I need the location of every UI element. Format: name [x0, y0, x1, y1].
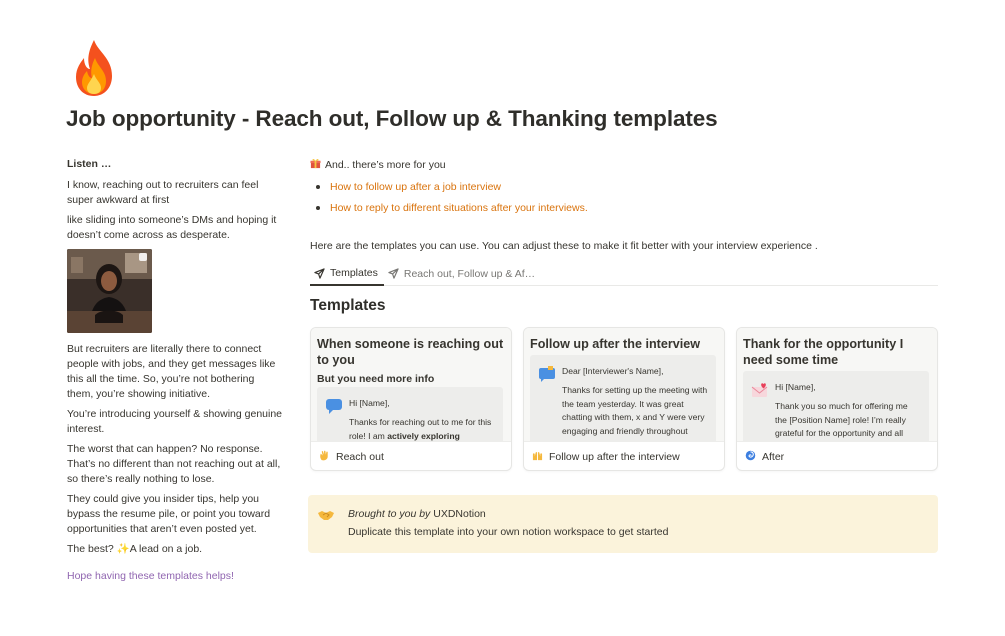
paragraph-dms: like sliding into someone’s DMs and hoping it doesn’t come across as desperate.: [67, 214, 277, 241]
paragraph-interest: You’re introducing yourself & showing genuine interest.: [67, 408, 283, 435]
card-title: Follow up after the interview: [549, 450, 680, 463]
paragraph-insider: They could give you insider tips, help you bypass the resume pile, or point you toward opportunities that aren’t even posted yet.: [67, 493, 271, 535]
credit-callout: [308, 495, 938, 553]
card-title-row: [311, 441, 511, 471]
card-cover: [524, 328, 724, 441]
message-body: Thank you so much for offering me the [Position Name] role! I’m really grateful for the opportunity and all: [775, 401, 908, 439]
paragraph-worst: The worst that can happen? No response. That’s no different than not reaching out at all, so there’s really nothing to lose.: [67, 443, 281, 485]
gift-icon: [310, 158, 321, 172]
paper-plane-icon: [388, 268, 399, 279]
page-title: Job opportunity - Reach out, Follow up & Thanking templates: [66, 106, 718, 131]
templates-column: [310, 157, 938, 471]
paragraph-awkward: I know, reaching out to recruiters can feel super awkward at first: [67, 179, 259, 206]
card-cover-subtitle: But you need more info: [317, 373, 435, 385]
card-title: Reach out: [336, 450, 384, 463]
reply-situations-link[interactable]: How to reply to different situations after your interviews.: [330, 201, 588, 214]
message-preview: [317, 387, 503, 441]
message-greeting: Hi [Name],: [349, 398, 390, 408]
resource-links: [310, 177, 938, 218]
card-cover: [311, 328, 511, 441]
love-letter-icon: [751, 381, 769, 441]
waving-hand-icon: [319, 450, 330, 464]
tab-templates[interactable]: Templates: [310, 262, 384, 286]
message-body: Thanks for setting up the meeting with the team yesterday. It was great chatting with them, x and Y were very engaging and friendly throughout: [562, 385, 708, 436]
duplicate-instructions: Duplicate this template into your own notion workspace to get started: [348, 526, 669, 538]
bullet-dot: [316, 185, 320, 189]
paragraph-best: The best? ✨A lead on a job.: [67, 543, 203, 555]
message-greeting: Dear [Interviewer's Name],: [562, 366, 664, 376]
list-item: [310, 177, 938, 198]
templates-help-link[interactable]: Hope having these templates helps!: [67, 570, 234, 582]
card-title-row: [524, 441, 724, 471]
brand-name[interactable]: UXDNotion: [433, 508, 486, 520]
listen-heading: Listen …: [67, 158, 112, 170]
card-title: After: [762, 450, 785, 463]
card-cover-title: Follow up after the interview: [530, 337, 701, 351]
raised-hands-icon: [532, 450, 543, 464]
gallery: [310, 327, 938, 471]
more-for-you-text: And.. there’s more for you: [325, 159, 446, 171]
message-body: Thanks for reaching out to me for this role! I am actively exploring: [349, 417, 492, 441]
templates-intro: Here are the templates you can use. You can adjust these to make it fit better with your interview experience .: [310, 240, 818, 252]
fire-icon[interactable]: [68, 38, 120, 98]
message-greeting: Hi [Name],: [775, 382, 816, 392]
card-title-row: [737, 441, 937, 471]
follow-up-guide-link[interactable]: How to follow up after a job interview: [330, 181, 501, 194]
speech-bubble-icon: [325, 397, 343, 441]
card-cover: [737, 328, 937, 441]
paragraph-recruiters: But recruiters are literally there to connect people with jobs, and they get messages like this all the time. So, you’re not bothering them, you’re showing initiative.: [67, 343, 276, 400]
cyclone-icon: [745, 450, 756, 464]
card-cover-title: Thank for the opportunity I need some time: [743, 337, 904, 367]
message-preview: [530, 355, 716, 441]
more-for-you-line: [310, 157, 938, 173]
handshake-icon: [318, 509, 334, 553]
list-item: [310, 198, 938, 219]
bullet-dot: [316, 206, 320, 210]
gallery-card-follow-up[interactable]: [523, 327, 725, 471]
tab-reach-out-follow-up[interactable]: Reach out, Follow up & Af…: [384, 262, 541, 285]
credit-line: Brought to you by UXDNotion: [348, 508, 486, 520]
message-preview: [743, 371, 929, 441]
intro-column: [67, 157, 282, 589]
sparkles-icon: ✨: [116, 543, 130, 555]
gallery-card-after[interactable]: [736, 327, 938, 471]
card-cover-title: When someone is reaching out to you: [317, 337, 504, 367]
woman-photo[interactable]: [67, 249, 152, 333]
paper-plane-icon: [314, 268, 325, 279]
database-title: Templates: [310, 297, 386, 314]
gallery-card-reach-out[interactable]: [310, 327, 512, 471]
view-tabs: [310, 262, 938, 286]
mailbox-icon: [538, 365, 556, 441]
